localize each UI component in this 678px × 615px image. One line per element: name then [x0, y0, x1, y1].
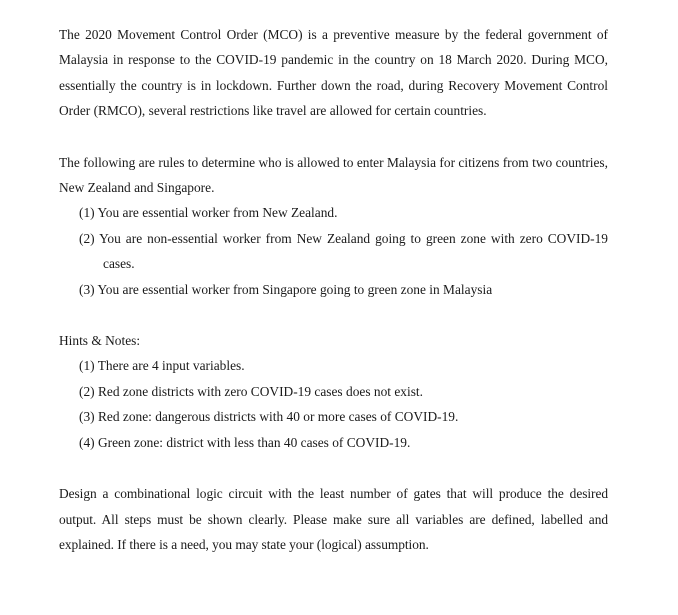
- hint-1: (1) There are 4 input variables.: [79, 358, 245, 374]
- spacer: [59, 124, 608, 150]
- hint-3: (3) Red zone: dangerous districts with 40 or more cases of COVID-19.: [79, 409, 459, 425]
- spacer: [59, 455, 608, 481]
- rule-item: [59, 277, 608, 302]
- hint-item: [59, 404, 608, 429]
- document-page: [59, 22, 608, 557]
- spacer: [59, 302, 608, 328]
- rule-1: (1) You are essential worker from New Zealand.: [79, 205, 338, 221]
- rule-item: [59, 200, 608, 225]
- hint-item: [59, 430, 608, 455]
- rules-intro: The following are rules to determine who is allowed to enter Malaysia for citizens from two countries, New Zealand and Singapore.: [59, 154, 608, 196]
- rule-2: (2) You are non-essential worker from New Zealand going to green zone with zero COVID-19 cases.: [79, 230, 608, 272]
- hints-title: Hints & Notes:: [59, 333, 141, 349]
- rule-3: (3) You are essential worker from Singapore going to green zone in Malaysia: [79, 281, 493, 297]
- hint-item: [59, 353, 608, 378]
- rules-list: [59, 200, 608, 302]
- hint-2: (2) Red zone districts with zero COVID-19 cases does not exist.: [79, 383, 423, 399]
- hints-list: [59, 353, 608, 455]
- hint-4: (4) Green zone: district with less than 40 cases of COVID-19.: [79, 434, 411, 450]
- rule-item: [59, 226, 608, 277]
- intro-paragraph: The 2020 Movement Control Order (MCO) is a preventive measure by the federal government of Malaysia in response to the COVID-19 pandemic in the country on 18 March 2020. During MCO, essentially the country is in lockdown. Further down the road, during Recovery Movement Control Order (RMCO), several restrictions like travel are allowed for certain countries.: [59, 27, 608, 119]
- hint-item: [59, 379, 608, 404]
- task-paragraph: Design a combinational logic circuit with the least number of gates that will produce the desired output. All steps must be shown clearly. Please make sure all variables are defined, labelled and explained. If there is a need, you may state your (logical) assumption.: [59, 486, 608, 552]
